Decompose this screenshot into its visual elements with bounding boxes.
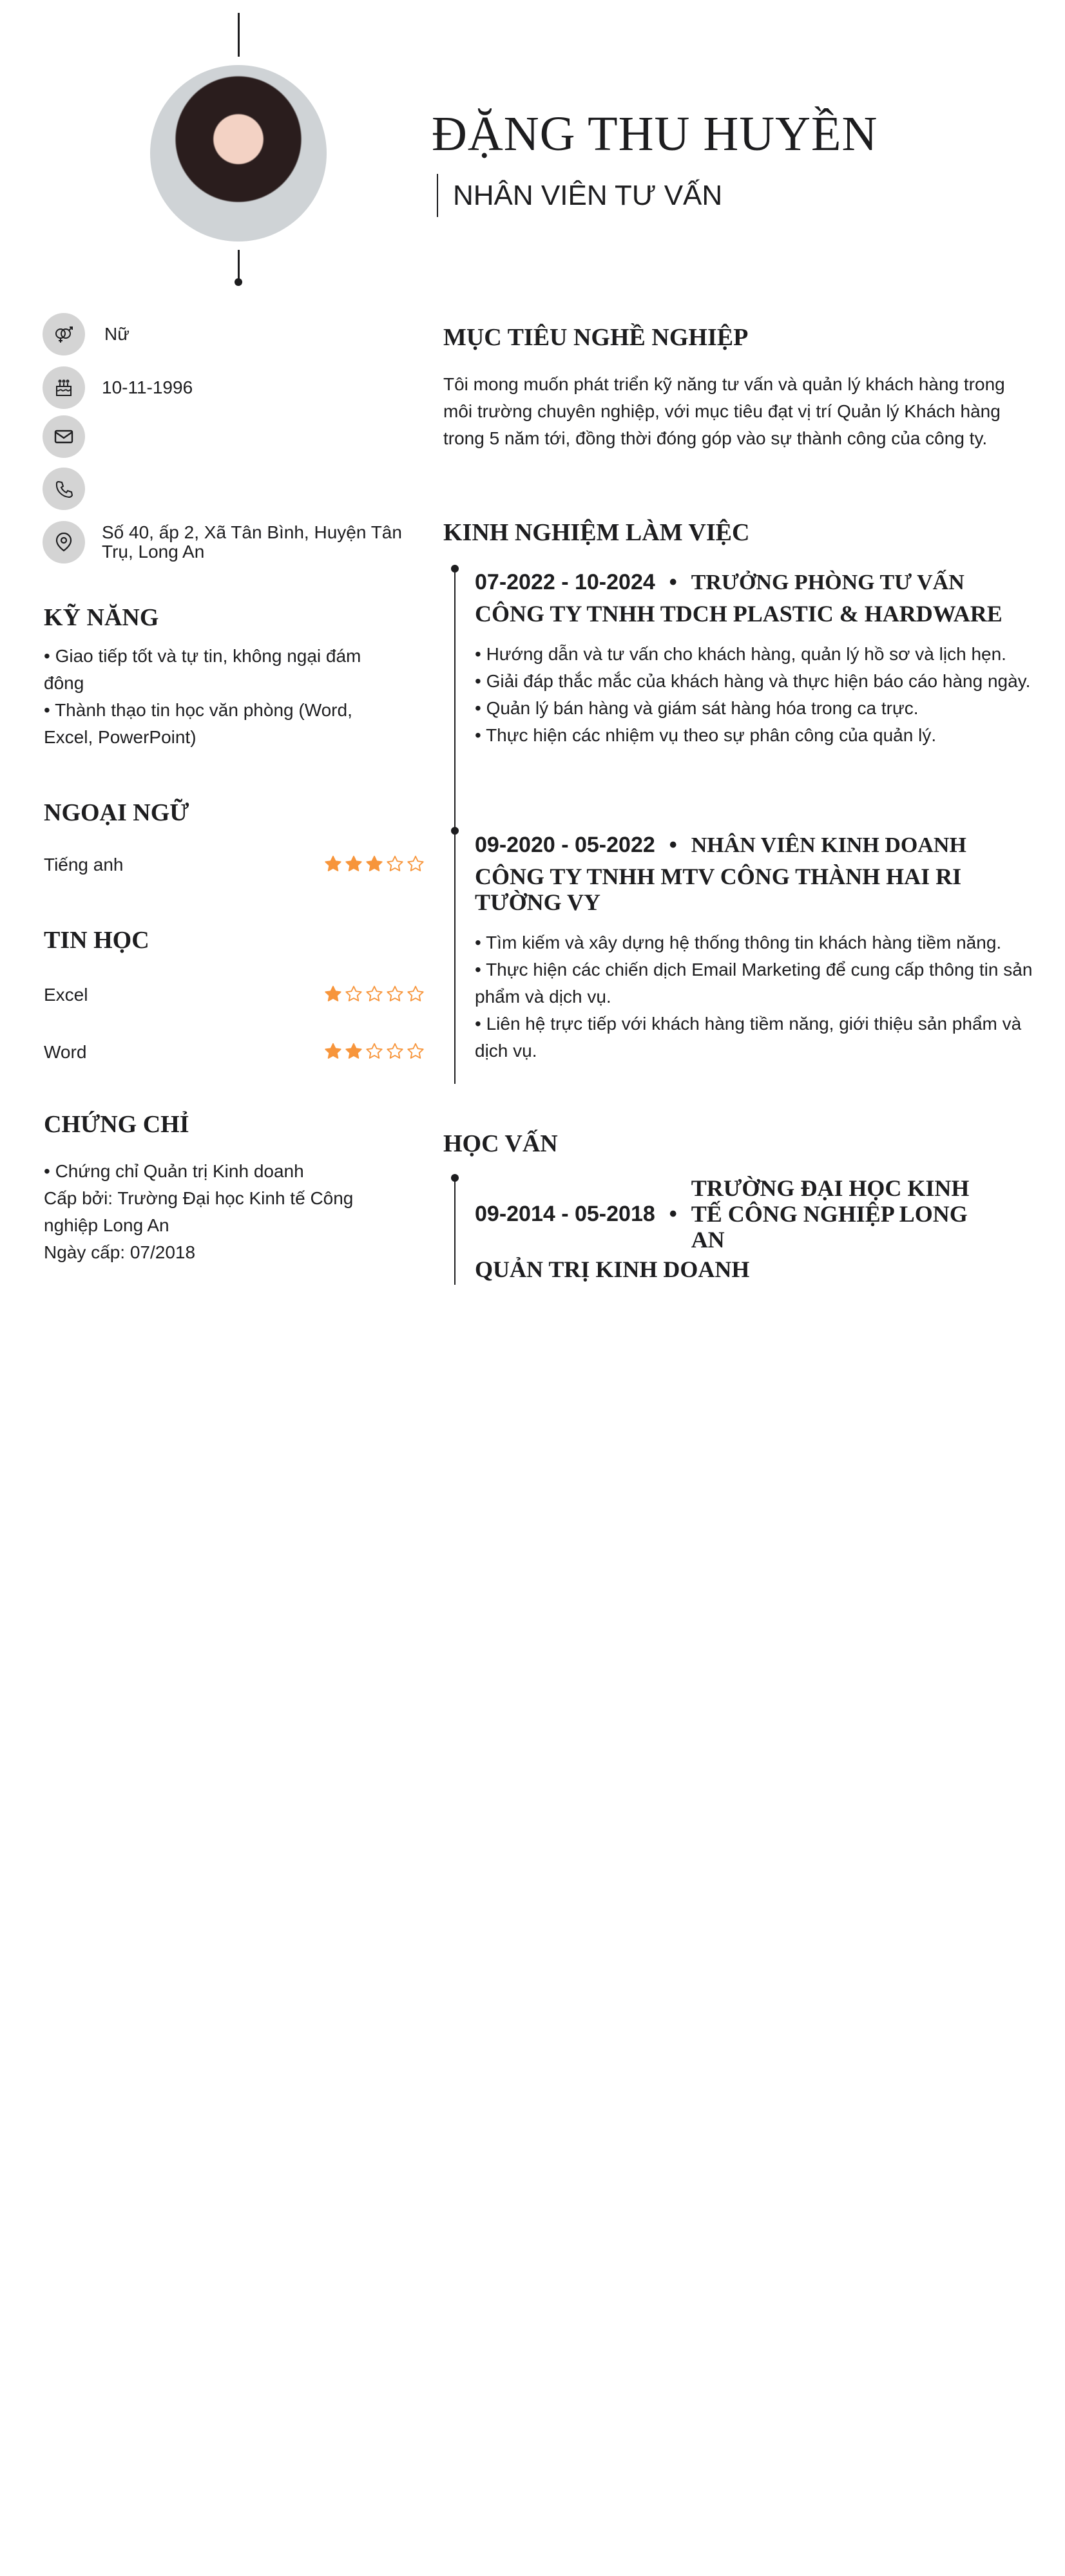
location-pin-icon: [43, 521, 85, 564]
job-company: CÔNG TY TNHH MTV CÔNG THÀNH HAI RI TƯỜNG VY: [475, 864, 962, 915]
job-bullet: • Quản lý bán hàng và giám sát hàng hóa trong ca trực.: [475, 698, 919, 718]
star-empty-icon: [344, 984, 363, 1007]
job-entry: 09-2020 - 05-2022 • NHÂN VIÊN KINH DOANH CÔNG TY TNHH MTV CÔNG THÀNH HAI RI TƯỜNG VY • Tìm kiếm và xây dựng hệ thống thông tin khách hàng tiềm năng. • Thực hiện các chiến dịch Email Marketing để cung cấp thông tin sản phẩm và dịch vụ. • Liên hệ trực tiếp với khách hàng tiềm năng, giới thiệu sản phẩm và dịch vụ.: [475, 829, 1035, 1065]
profile-photo: [150, 65, 327, 242]
skills-list: [44, 643, 405, 751]
job-bullet: • Giải đáp thắc mắc của khách hàng và thực hiện báo cáo hàng ngày.: [475, 671, 1031, 691]
star-filled-icon: [365, 854, 384, 876]
cert-issuer: Cấp bởi: Trường Đại học Kinh tế Công nghiệp Long An: [44, 1188, 354, 1235]
candidate-title: NHÂN VIÊN TƯ VẤN: [453, 180, 723, 211]
language-row: [44, 851, 425, 878]
job-company: CÔNG TY TNHH TDCH PLASTIC & HARDWARE: [475, 601, 1003, 627]
star-filled-icon: [323, 854, 343, 876]
job-date: 07-2022 - 10-2024: [475, 570, 655, 594]
certificates-heading: CHỨNG CHỈ: [44, 1111, 189, 1138]
it-row: [44, 1039, 425, 1066]
languages-heading: NGOẠI NGỮ: [44, 799, 189, 826]
job-bullet: • Liên hệ trực tiếp với khách hàng tiềm năng, giới thiệu sản phẩm và dịch vụ.: [475, 1014, 1022, 1061]
title-divider: [437, 174, 438, 217]
gender-icon: [43, 313, 85, 355]
timeline-dot: [451, 565, 459, 573]
contact-birthday: [43, 366, 424, 409]
education-date: 09-2014 - 05-2018: [475, 1202, 655, 1226]
star-empty-icon: [406, 854, 425, 876]
education-timeline: [454, 1178, 456, 1285]
phone-icon: [43, 468, 85, 510]
it-skill-name: Excel: [44, 985, 88, 1005]
cv-page: [0, 0, 1065, 1285]
header-dot: [235, 278, 242, 286]
cert-name: • Chứng chỉ Quản trị Kinh doanh: [44, 1161, 304, 1181]
contact-address: [43, 521, 424, 564]
objective-text: Tôi mong muốn phát triển kỹ năng tư vấn và quản lý khách hàng trong môi trường chuyên nghiệp, với mục tiêu đạt vị trí Quản lý Khách hàng trong 5 năm tới, đồng thời đóng góp vào sự thành công của công ty.: [443, 374, 1005, 448]
it-row: [44, 981, 425, 1009]
education-major: QUẢN TRỊ KINH DOANH: [475, 1256, 750, 1282]
objective-heading: MỤC TIÊU NGHỀ NGHIỆP: [443, 324, 749, 351]
star-filled-icon: [344, 1041, 363, 1064]
star-empty-icon: [385, 1041, 405, 1064]
job-bullet: • Hướng dẫn và tư vấn cho khách hàng, quản lý hồ sơ và lịch hẹn.: [475, 644, 1006, 664]
header-line-top: [238, 13, 240, 57]
education-heading: HỌC VẤN: [443, 1130, 558, 1157]
star-filled-icon: [323, 984, 343, 1007]
star-filled-icon: [344, 854, 363, 876]
star-filled-icon: [323, 1041, 343, 1064]
gender-text: Nữ: [104, 324, 130, 344]
experience-timeline: [454, 569, 456, 1084]
star-empty-icon: [406, 1041, 425, 1064]
skill-item: • Thành thạo tin học văn phòng (Word, Excel, PowerPoint): [44, 700, 352, 747]
experience-heading: KINH NGHIỆM LÀM VIỆC: [443, 519, 750, 546]
star-empty-icon: [385, 984, 405, 1007]
job-title: TRƯỞNG PHÒNG TƯ VẤN: [691, 571, 964, 594]
email-icon: [43, 415, 85, 458]
header-line-bottom: [238, 250, 240, 282]
contact-email: [43, 415, 424, 458]
job-bullet: • Tìm kiếm và xây dựng hệ thống thông tin khách hàng tiềm năng.: [475, 933, 1002, 952]
job-entry: 07-2022 - 10-2024 • TRƯỞNG PHÒNG TƯ VẤN CÔNG TY TNHH TDCH PLASTIC & HARDWARE • Hướng dẫn và tư vấn cho khách hàng, quản lý hồ sơ và lịch hẹn. • Giải đáp thắc mắc của khách hàng và thực hiện báo cáo hàng ngày. • Quản lý bán hàng và giám sát hàng hóa trong ca trực. • Thực hiện các nhiệm vụ theo sự phân công của quản lý.: [475, 567, 1035, 749]
education-entry: 09-2014 - 05-2018 • TRƯỜNG ĐẠI HỌC KINH TẾ CÔNG NGHIỆP LONG AN QUẢN TRỊ KINH DOANH: [475, 1175, 1035, 1282]
skill-item: • Giao tiếp tốt và tự tin, không ngại đám đông: [44, 646, 361, 693]
timeline-dot: [451, 1174, 459, 1182]
star-empty-icon: [365, 1041, 384, 1064]
skills-heading: KỸ NĂNG: [44, 604, 159, 631]
it-skill-name: Word: [44, 1042, 87, 1062]
address-text: Số 40, ấp 2, Xã Tân Bình, Huyện Tân Trụ, Long An: [102, 522, 402, 562]
contact-phone: [43, 468, 424, 510]
star-empty-icon: [406, 984, 425, 1007]
job-title: NHÂN VIÊN KINH DOANH: [691, 833, 966, 857]
rating-stars: [323, 1041, 425, 1064]
star-empty-icon: [385, 854, 405, 876]
birthday-text: 10-11-1996: [102, 377, 193, 397]
contact-gender: [43, 313, 427, 355]
language-name: Tiếng anh: [44, 855, 124, 875]
job-bullet: • Thực hiện các nhiệm vụ theo sự phân công của quản lý.: [475, 725, 937, 745]
birthday-cake-icon: [43, 366, 85, 409]
job-bullet: • Thực hiện các chiến dịch Email Marketing để cung cấp thông tin sản phẩm và dịch vụ.: [475, 960, 1033, 1007]
it-heading: TIN HỌC: [44, 927, 149, 954]
job-date: 09-2020 - 05-2022: [475, 833, 655, 857]
rating-stars: [323, 854, 425, 876]
timeline-dot: [451, 827, 459, 835]
rating-stars: [323, 984, 425, 1007]
certificates-list: [44, 1158, 405, 1266]
candidate-name: ĐẶNG THU HUYỀN: [432, 107, 878, 161]
education-school: TRƯỜNG ĐẠI HỌC KINH TẾ CÔNG NGHIỆP LONG AN: [691, 1175, 970, 1253]
star-empty-icon: [365, 984, 384, 1007]
cert-date: Ngày cấp: 07/2018: [44, 1242, 196, 1262]
